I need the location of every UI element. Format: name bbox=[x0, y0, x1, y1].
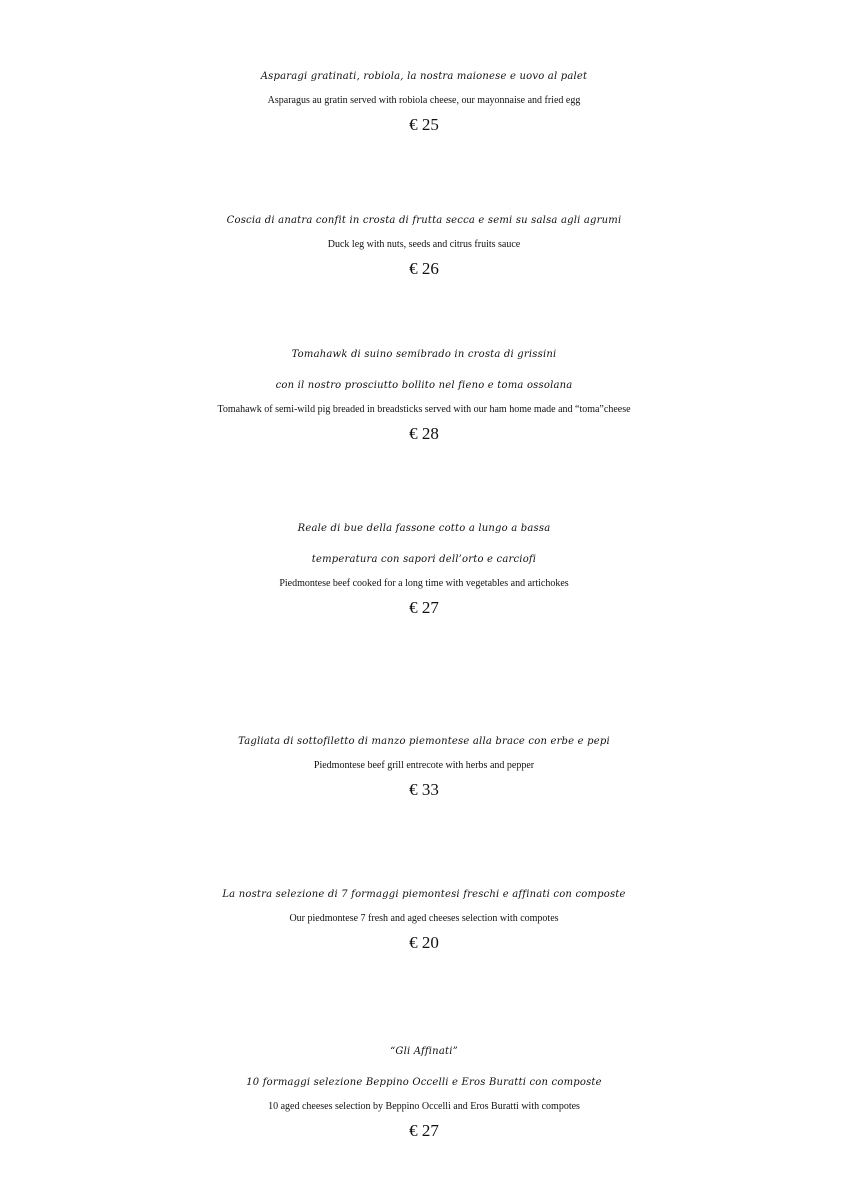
dish-name-italian: Tagliata di sottofiletto di manzo piemontese alla brace con erbe e pepi bbox=[238, 736, 610, 747]
menu-item-tagliata bbox=[0, 726, 848, 803]
dish-price: € 26 bbox=[409, 259, 439, 278]
dish-price: € 20 bbox=[409, 933, 439, 952]
dish-description-english: Duck leg with nuts, seeds and citrus fruits sauce bbox=[327, 239, 521, 250]
dish-description-english: Tomahawk of semi-wild pig breaded in breadsticks served with our ham home made and “toma”cheese bbox=[217, 404, 631, 415]
menu-item-reale-di-bue bbox=[0, 513, 848, 621]
dish-name-italian: Coscia di anatra confit in crosta di frutta secca e semi su salsa agli agrumi bbox=[226, 215, 622, 226]
menu-item-tomahawk bbox=[0, 339, 848, 447]
dish-price: € 27 bbox=[409, 598, 439, 617]
dish-description-english: Piedmontese beef cooked for a long time with vegetables and artichokes bbox=[279, 578, 569, 589]
dish-price: € 27 bbox=[409, 1121, 439, 1140]
dish-price: € 25 bbox=[409, 115, 439, 134]
dish-price: € 33 bbox=[409, 780, 439, 799]
dish-name-italian: La nostra selezione di 7 formaggi piemontesi freschi e affinati con composte bbox=[222, 889, 626, 900]
dish-price: € 28 bbox=[409, 424, 439, 443]
dish-name-italian-line-2: 10 formaggi selezione Beppino Occelli e Eros Buratti con composte bbox=[246, 1077, 602, 1088]
dish-name-italian: Asparagi gratinati, robiola, la nostra maionese e uovo al palet bbox=[260, 71, 588, 82]
dish-description-english: Piedmontese beef grill entrecote with herbs and pepper bbox=[313, 760, 535, 771]
menu-item-formaggi-piemontesi bbox=[0, 879, 848, 956]
dish-name-italian-line-1: “Gli Affinati” bbox=[390, 1046, 458, 1057]
dish-name-italian-line-1: Tomahawk di suino semibrado in crosta di grissini bbox=[291, 349, 557, 360]
dish-description-english: Asparagus au gratin served with robiola cheese, our mayonnaise and fried egg bbox=[267, 95, 581, 106]
dish-name-italian-line-2: temperatura con sapori dell’orto e carciofi bbox=[311, 554, 537, 565]
menu-item-asparagi bbox=[0, 61, 848, 138]
dish-description-english: Our piedmontese 7 fresh and aged cheeses selection with compotes bbox=[289, 913, 559, 924]
menu-item-gli-affinati bbox=[0, 1036, 848, 1144]
dish-description-english: 10 aged cheeses selection by Beppino Occelli and Eros Buratti with compotes bbox=[268, 1101, 580, 1112]
dish-name-italian-line-2: con il nostro prosciutto bollito nel fieno e toma ossolana bbox=[275, 380, 573, 391]
dish-name-italian-line-1: Reale di bue della fassone cotto a lungo a bassa bbox=[297, 523, 551, 534]
menu-item-anatra bbox=[0, 205, 848, 282]
